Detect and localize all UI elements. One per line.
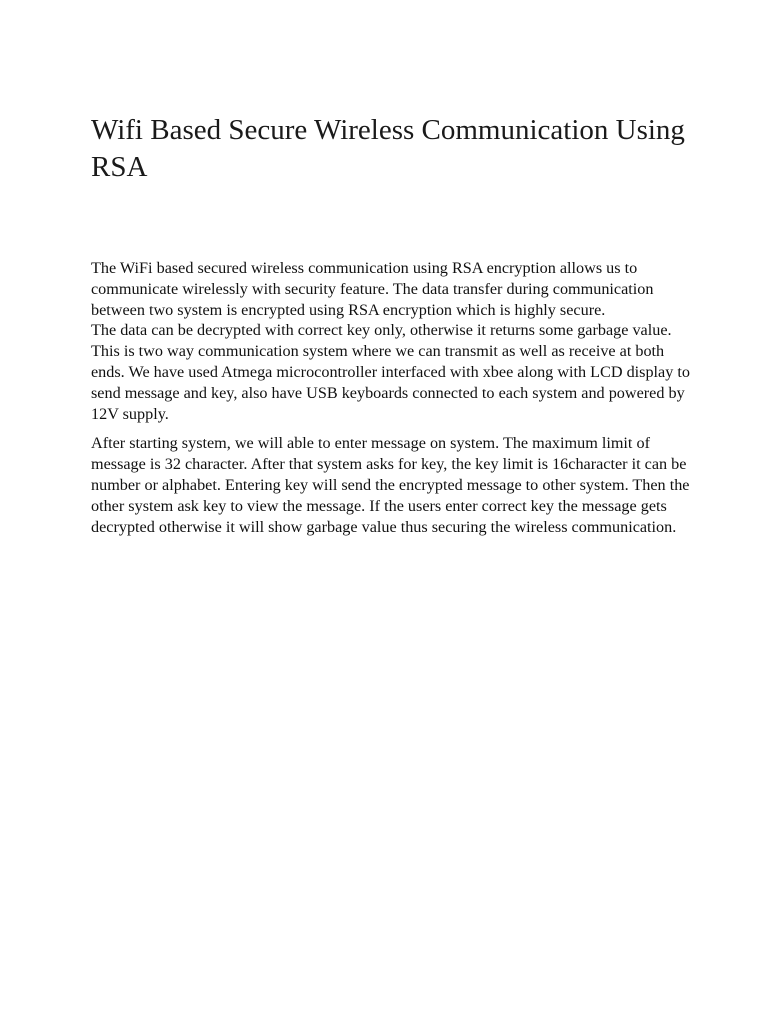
document-title: Wifi Based Secure Wireless Communication Using RSA (91, 114, 685, 183)
paragraph-operation: After starting system, we will able to enter message on system. The maximum limit of message is 32 character. After that system asks for key, the key limit is 16character it can be number or alphabet. Entering key will send the encrypted message to other system. Then the other system ask key to view the message. If the users enter correct key the message gets decrypted otherwise it will show garbage value thus securing the wireless communication. (91, 434, 690, 536)
paragraph-intro: The WiFi based secured wireless communication using RSA encryption allows us to communicate wirelessly with security feature. The data transfer during communication between two system is encrypted using RSA encryption which is highly secure. (91, 259, 654, 319)
document-body (91, 258, 691, 537)
paragraph-system-description: The data can be decrypted with correct key only, otherwise it returns some garbage value. This is two way communication system where we can transmit as well as receive at both ends. We have used Atmega microcontroller interfaced with xbee along with LCD display to send message and key, also have USB keyboards connected to each system and powered by 12V supply. (91, 321, 690, 423)
